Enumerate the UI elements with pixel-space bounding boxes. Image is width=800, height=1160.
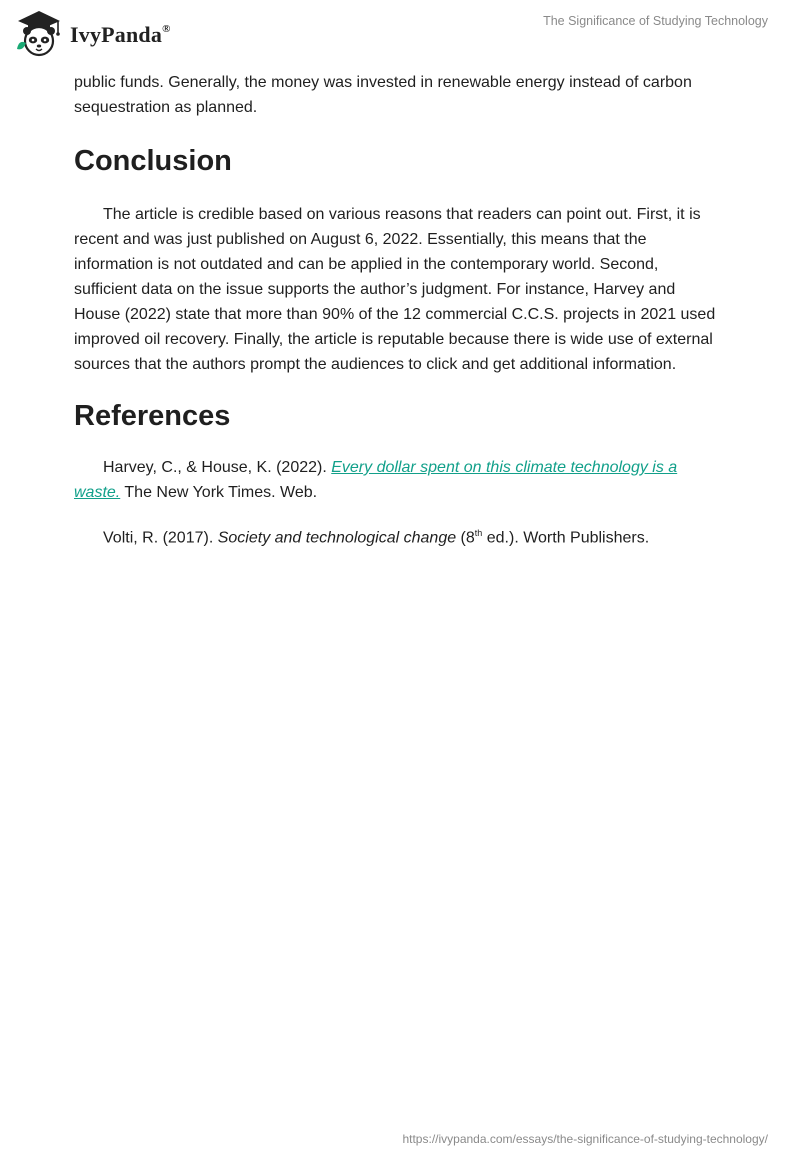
reference-book-title: Society and technological change <box>217 529 457 547</box>
conclusion-paragraph: The article is credible based on various reasons that readers can point out. First, it is recent and was just published on August 6, 2022. Essentially, this means that the information is not outdated and can be applied in the contemporary world. Second, sufficient data on the issue supports the author’s judgment. For instance, Harvey and House (2022) state that more than 90% of the 12 commercial C.C.S. projects in 2021 used improved oil recovery. Finally, the article is reputable because there is wide use of external sources that the authors prompt the audiences to click and get additional information. <box>74 206 716 373</box>
reference-edition: (8 <box>456 529 475 547</box>
reference-entry-volti <box>74 521 724 550</box>
reference-authors: Volti, R. (2017). <box>103 529 218 547</box>
logo-wordmark: IvyPanda <box>70 22 163 47</box>
continued-paragraph: public funds. Generally, the money was invested in renewable energy instead of carbon sequestration as planned. <box>74 74 692 116</box>
essay-content <box>74 70 724 566</box>
reference-entry-harvey <box>74 455 724 505</box>
reference-publisher: The New York Times. Web. <box>120 484 318 501</box>
ivypanda-logo[interactable] <box>14 8 171 58</box>
footer-source-url[interactable]: https://ivypanda.com/essays/the-significance-of-studying-technology/ <box>402 1132 768 1146</box>
reference-article-link[interactable]: Every dollar spent on this climate technology is a waste. <box>74 459 678 501</box>
registered-mark: ® <box>162 22 171 35</box>
reference-publisher: ed.). Worth Publishers. <box>482 529 650 547</box>
running-title: The Significance of Studying Technology <box>543 14 768 28</box>
page-header <box>0 0 800 66</box>
reference-authors: Harvey, C., & House, K. (2022). <box>103 459 332 476</box>
conclusion-heading: Conclusion <box>74 145 232 177</box>
reference-edition-suffix: th <box>474 528 483 538</box>
references-heading: References <box>74 400 231 432</box>
panda-graduate-icon <box>14 9 64 57</box>
